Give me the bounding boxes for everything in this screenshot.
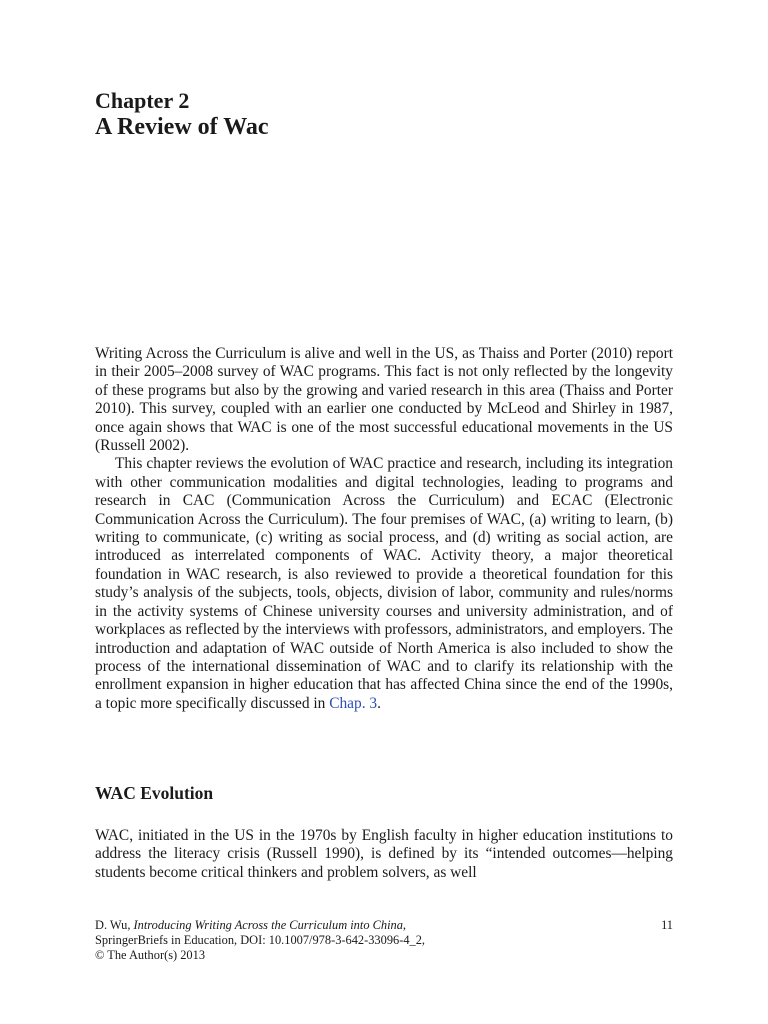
chapter-title: A Review of Wac [95,114,269,140]
intro-paragraph-1: Writing Across the Curriculum is alive and well in the US, as Thaiss and Porter (2010) report in their 2005–2008 survey of WAC programs. This fact is not only reflected by the longevity of these programs but also by the growing and varied research in this area (Thaiss and Porter 2010). This survey, coupled with an earlier one conducted by McLeod and Shirley in 1987, once again shows that WAC is one of the most successful educational movements in the US (Russell 2002). [95,345,673,455]
footer-book-title: Introducing Writing Across the Curriculum into China [133,918,403,932]
chapter-3-link[interactable]: Chap. 3 [329,694,378,712]
intro-body [95,345,673,713]
intro-paragraph-2 [95,455,673,713]
footer-series: SpringerBriefs in Education, DOI: 10.1007/978-3-642-33096-4_2, [95,933,426,947]
section-paragraph-1: WAC, initiated in the US in the 1970s by English faculty in higher education institutions to address the literacy crisis (Russell 1990), is defined by its “intended outcomes—helping students become critical thinkers and problem solvers, as well [95,827,673,881]
footer-citation [95,918,673,963]
page [95,0,673,1024]
footer-copyright: © The Author(s) 2013 [95,948,206,962]
section-body [95,827,673,882]
footer-author: D. Wu, [95,918,134,932]
footer-author-end: , [402,918,407,932]
section-heading-wac-evolution: WAC Evolution [95,783,214,803]
intro-paragraph-2-end: . [377,694,381,712]
chapter-label: Chapter 2 [95,88,190,113]
page-number: 11 [661,918,673,932]
footer-line-author [95,918,673,933]
intro-paragraph-2-text: This chapter reviews the evolution of WAC practice and research, including its integration with other communication modalities and digital technologies, leading to programs and research in CAC (Communication Across the Curriculum) and ECAC (Electronic Communication Across the Curriculum). The four premises of WAC, (a) writing to learn, (b) writing to communicate, (c) writing as social process, and (d) writing as social action, are introduced as interrelated components of WAC. Activity theory, a major theoretical foundation in WAC research, is also reviewed to provide a theoretical foundation for this study’s analysis of the subjects, tools, objects, division of labor, community and rules/norms in the activity systems of Chinese university courses and university administration, and of workplaces as reflected by the interviews with professors, administrators, and employers. The introduction and adaptation of WAC outside of North America is also included to show the process of the international dissemination of WAC and to clarify its relationship with the enrollment expansion in higher education that has affected China since the end of the 1990s, a topic more specifically discussed in [95,455,673,712]
